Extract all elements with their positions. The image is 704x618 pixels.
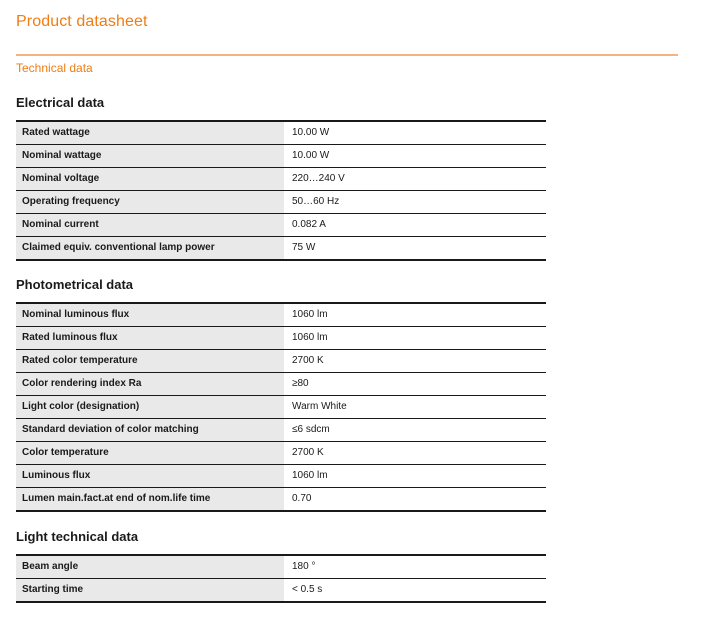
table-row [16,555,546,579]
table-row [16,373,546,396]
electrical-data-table [16,120,546,261]
row-label: Color rendering index Ra [16,373,284,396]
row-label: Light color (designation) [16,396,284,419]
table-row [16,237,546,261]
table-row [16,327,546,350]
row-value: 2700 K [284,442,546,465]
row-value: 180 ° [284,555,546,579]
row-value: 1060 lm [284,327,546,350]
row-label: Beam angle [16,555,284,579]
row-value: 0.70 [284,488,546,512]
row-value: 1060 lm [284,303,546,327]
table-row [16,303,546,327]
row-value: 220…240 V [284,168,546,191]
row-value: ≥80 [284,373,546,396]
row-label: Starting time [16,579,284,603]
row-label: Lumen main.fact.at end of nom.life time [16,488,284,512]
page-subtitle: Technical data [16,61,93,75]
table-row [16,465,546,488]
row-label: Operating frequency [16,191,284,214]
row-value: ≤6 sdcm [284,419,546,442]
row-label: Nominal voltage [16,168,284,191]
row-label: Rated color temperature [16,350,284,373]
section-heading-electrical: Electrical data [16,95,105,110]
row-value: 10.00 W [284,121,546,145]
row-value: 1060 lm [284,465,546,488]
page-title: Product datasheet [16,13,148,30]
table-row [16,350,546,373]
row-label: Color temperature [16,442,284,465]
row-label: Nominal luminous flux [16,303,284,327]
row-value: < 0.5 s [284,579,546,603]
table-row [16,168,546,191]
row-value: Warm White [284,396,546,419]
table-row [16,214,546,237]
title-divider [16,54,678,56]
section-heading-light-technical: Light technical data [16,529,139,544]
row-label: Rated wattage [16,121,284,145]
table-row [16,396,546,419]
table-row [16,121,546,145]
row-label: Nominal current [16,214,284,237]
photometrical-data-table [16,302,546,512]
table-row [16,419,546,442]
row-value: 10.00 W [284,145,546,168]
table-row [16,191,546,214]
row-value: 75 W [284,237,546,261]
section-heading-photometrical: Photometrical data [16,277,134,292]
row-label: Luminous flux [16,465,284,488]
row-label: Standard deviation of color matching [16,419,284,442]
row-label: Nominal wattage [16,145,284,168]
row-value: 0.082 A [284,214,546,237]
table-row [16,145,546,168]
row-value: 2700 K [284,350,546,373]
row-value: 50…60 Hz [284,191,546,214]
light-technical-data-table [16,554,546,603]
row-label: Rated luminous flux [16,327,284,350]
table-row [16,579,546,603]
table-row [16,442,546,465]
row-label: Claimed equiv. conventional lamp power [16,237,284,261]
table-row [16,488,546,512]
